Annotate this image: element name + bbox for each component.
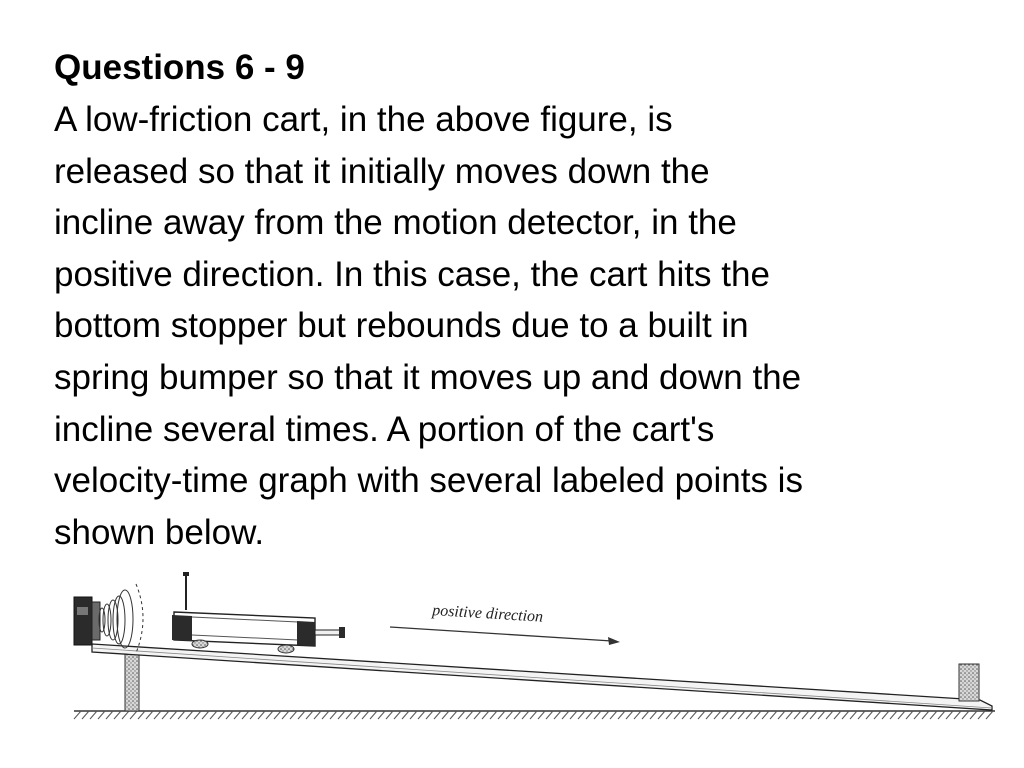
question-text-line: bottom stopper but rebounds due to a built in — [54, 306, 749, 346]
cart — [172, 572, 345, 653]
question-text-line: incline away from the motion detector, in the — [54, 203, 737, 243]
question-text-line: velocity-time graph with several labeled points is — [54, 461, 803, 501]
sound-waves — [99, 584, 143, 653]
incline-track — [92, 644, 992, 710]
question-text-line: spring bumper so that it moves up and down the — [54, 357, 802, 397]
question-text-line: incline several times. A portion of the cart's — [54, 409, 715, 449]
question-text-line: positive direction. In this case, the cart hits the — [54, 254, 770, 294]
slide-title: Questions 6 - 9 — [54, 48, 305, 87]
positive-direction-label: positive direction — [431, 602, 544, 626]
bottom-stopper — [959, 664, 979, 701]
question-text — [54, 94, 994, 558]
question-text-line: A low-friction cart, in the above figure, is — [54, 100, 673, 139]
motion-detector — [74, 597, 100, 645]
incline-cart-illustration — [60, 560, 1010, 735]
incline-support-post — [125, 652, 139, 711]
incline-cart-figure — [60, 560, 1010, 735]
ground — [74, 711, 995, 719]
question-text-line: shown below. — [54, 512, 265, 552]
positive-direction-arrow — [390, 627, 620, 645]
question-text-line: released so that it initially moves down the — [54, 151, 710, 191]
